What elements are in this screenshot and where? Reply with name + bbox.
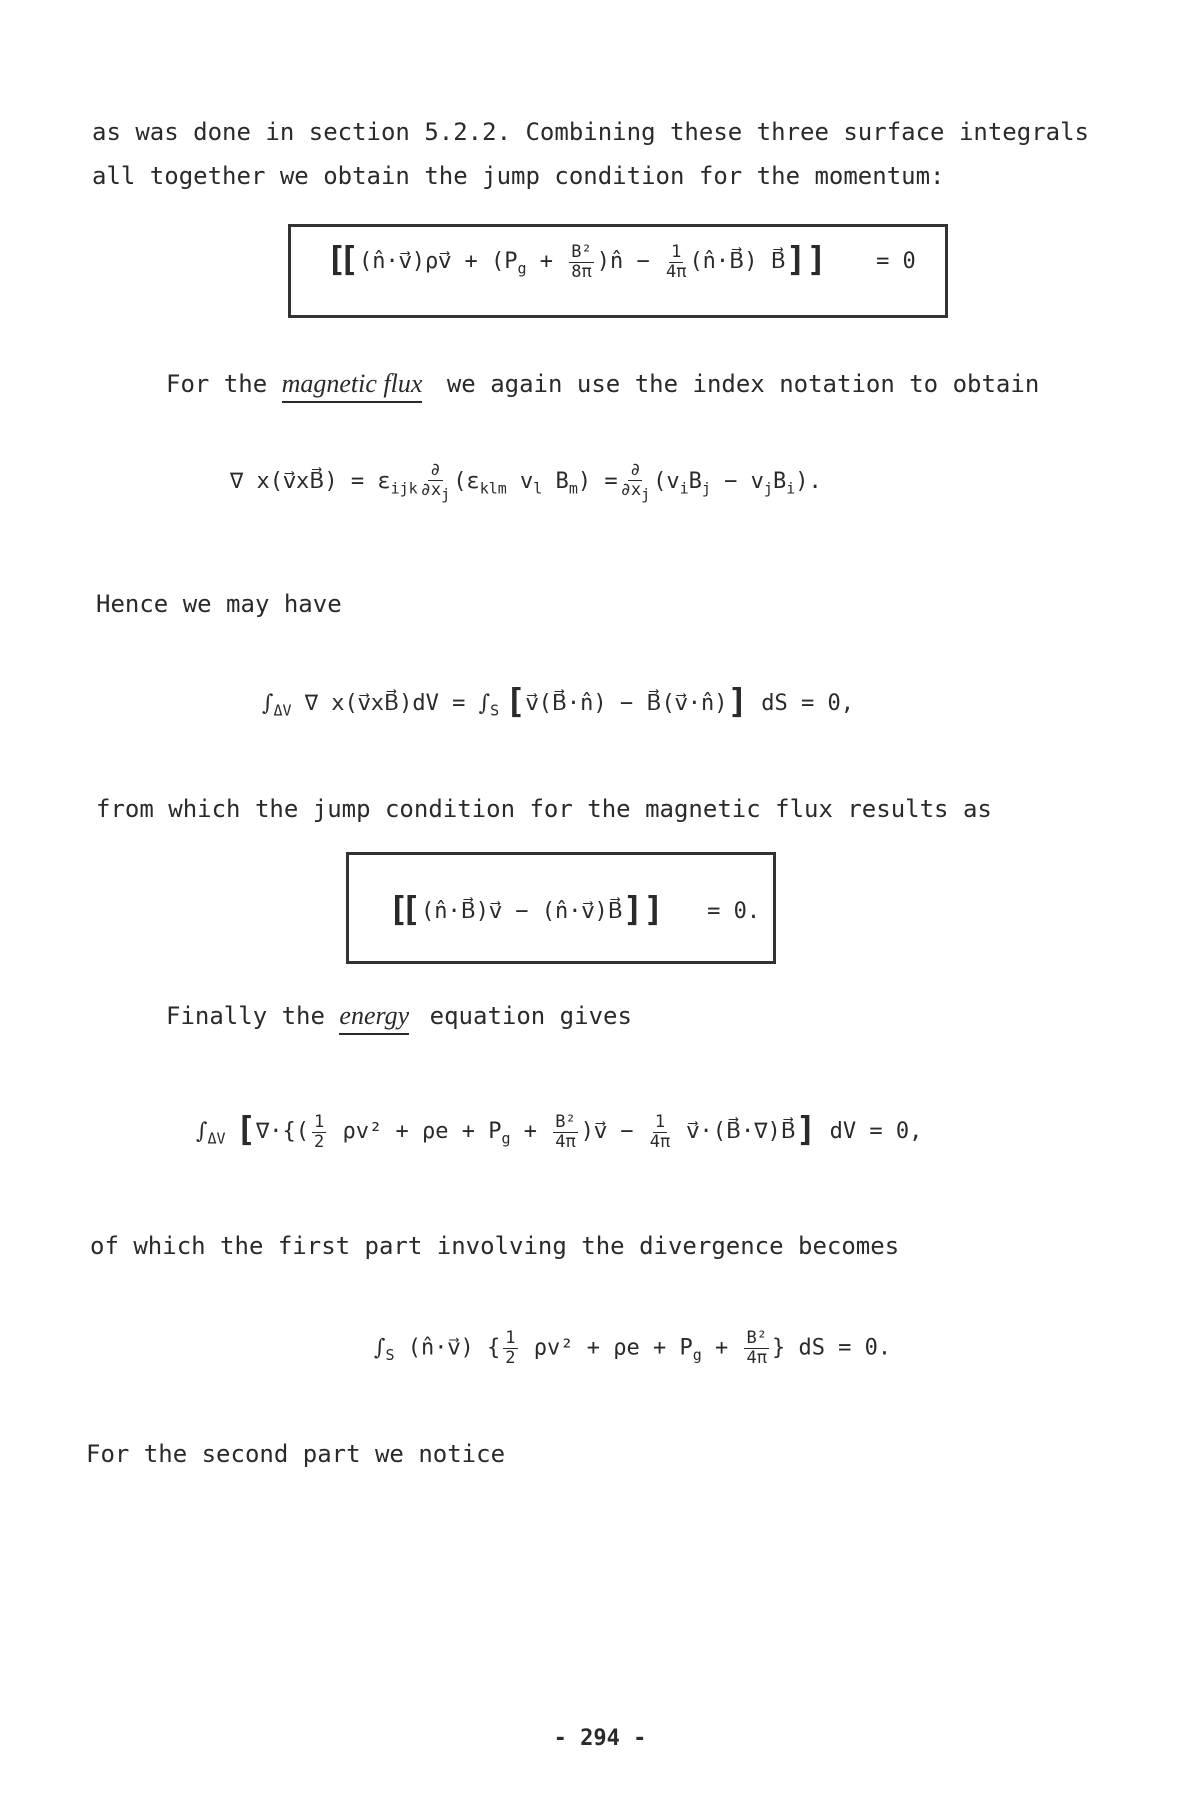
flux-integral-equation: $\int_{\Delta V}$ ∇ x(v⃗xB⃗)dV = $\int_S$ [v⃗(B⃗·n̂) − B⃗(v⃗·n̂)] dS = 0, — [262, 682, 854, 722]
fraction: $\frac{1}{2}$ — [314, 1111, 325, 1152]
paragraph-line: For the magnetic flux we again use the index notation to obtain — [166, 368, 1039, 399]
fraction: $\frac{\partial}{\partial x_j}$ — [420, 460, 451, 504]
fraction: $\frac{\text{B²}}{4\pi}$ — [555, 1111, 576, 1152]
fraction: $\frac{\text{B²}}{4\pi}$ — [746, 1328, 767, 1368]
fraction: $\frac{1}{4\pi}$ — [665, 241, 687, 282]
paragraph-line: For the second part we notice — [86, 1440, 506, 1468]
fraction: $\frac{\text{B²}}{8\pi}$ — [571, 241, 592, 282]
flux-jump-equation: [[ (n̂·B⃗)v⃗ − (n̂·v⃗)B⃗]] = 0. — [388, 890, 761, 930]
fraction: $\frac{1}{4\pi}$ — [649, 1111, 671, 1152]
fraction: $\frac{\partial}{\partial x_j}$ — [620, 460, 651, 504]
page-number: - 294 - — [553, 1726, 647, 1751]
bracket-open: [ — [235, 1110, 257, 1150]
bracket-close: ] — [795, 1110, 817, 1150]
paragraph-line: all together we obtain the jump condition for the momentum: — [92, 162, 945, 190]
paragraph-line: Hence we may have — [96, 590, 342, 618]
double-bracket-close: ]] — [622, 890, 664, 930]
paragraph-line: of which the first part involving the divergence becomes — [90, 1232, 900, 1260]
bracket-close: ] — [727, 682, 748, 722]
energy-equation: $\int_{\Delta V}$ [∇·{( $\frac{1}{2}$ $\rho v^2 + \rho e + P_g$ + $\frac{\text{B²}}{4\pi}$ )v⃗ − $\frac{1}{4\pi}$ v⃗·(B⃗·∇)B⃗] dV = 0, — [196, 1110, 923, 1152]
paragraph-line: from which the jump condition for the magnetic flux results as — [96, 795, 992, 823]
momentum-jump-equation: [[ (n̂·v⃗)ρv⃗ + ($P_g$ + $\frac{\text{B²}}{8\pi}$ )n̂ − $\frac{1}{4\pi}$ (n̂·B⃗) B⃗]] = 0 — [326, 240, 916, 282]
divergence-equation: $\int_S$ (n̂·v⃗) { $\frac{1}{2}$ $\rho v^2 + \rho e + P_g$ + $\frac{\text{B²}}{4\pi}$ } dS = 0. — [374, 1328, 892, 1368]
double-bracket-close: ]] — [785, 240, 827, 280]
paragraph-line: Finally the energy equation gives — [166, 1000, 632, 1031]
paragraph-line: as was done in section 5.2.2. Combining these three surface integrals — [92, 118, 1089, 146]
curl-equation: ∇ x(v⃗xB⃗) = $\varepsilon_{ijk}$ $\frac{\partial}{\partial x_j}$ ($\varepsilon_{klm}$ $v_l$ $B_m$) = $\frac{\partial}{\partial x_j}$ $(v_iB_j - v_jB_i)$. — [230, 460, 822, 504]
emphasis-magnetic-flux: magnetic flux — [282, 369, 423, 403]
bracket-open: [ — [505, 682, 526, 722]
fraction: $\frac{1}{2}$ — [505, 1328, 516, 1368]
double-bracket-open: [[ — [388, 890, 413, 930]
double-bracket-open: [[ — [326, 240, 351, 280]
emphasis-energy: energy — [339, 1001, 409, 1035]
